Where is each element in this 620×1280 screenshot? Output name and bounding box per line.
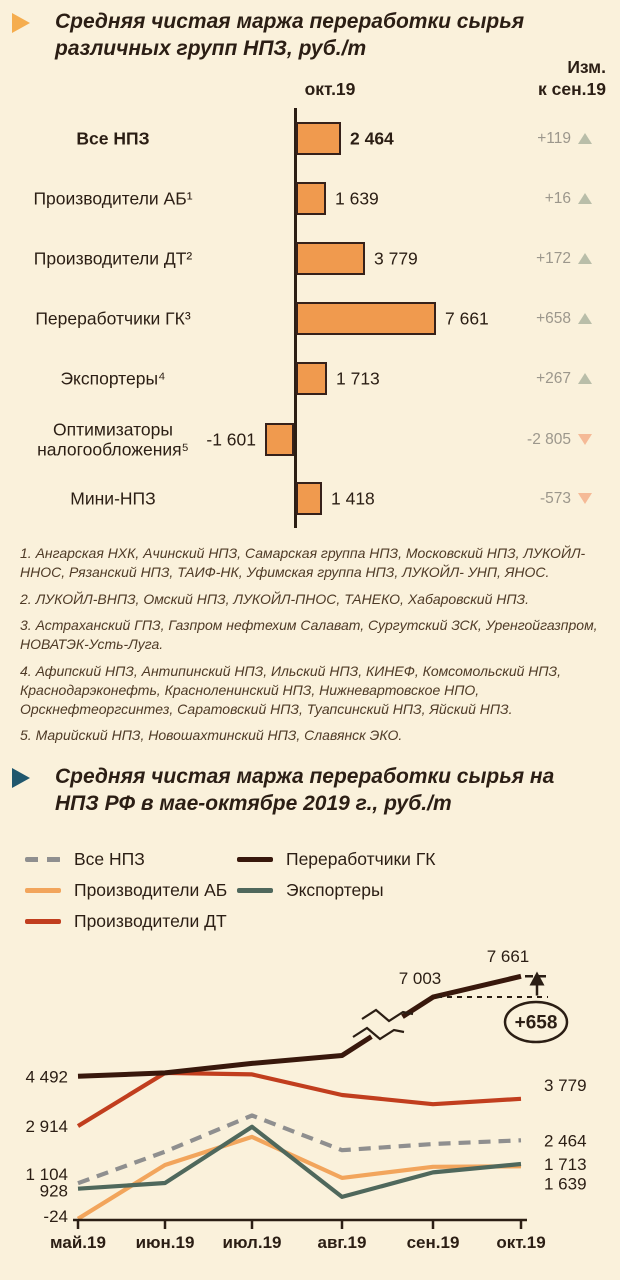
delta-arrow-head [530, 972, 545, 986]
bar-row [0, 362, 620, 395]
legend-item [25, 875, 237, 906]
bar-value: 1 418 [331, 488, 375, 508]
bar-row-label: Переработчики ГК³ [35, 308, 191, 329]
bar-row-label: Все НПЗ [76, 128, 150, 149]
bar-value: 1 713 [336, 368, 380, 388]
change-direction-icon [578, 434, 592, 445]
change-value: +119 [537, 129, 571, 147]
oct-point-label: 7 661 [486, 947, 530, 966]
bar [296, 302, 436, 335]
series-end-label: 1 639 [544, 1174, 587, 1194]
section-bullet-icon [12, 13, 30, 33]
change-header-line1: Изм. [567, 57, 606, 77]
bar-value: 2 464 [350, 128, 394, 148]
legend-label: Переработчики ГК [286, 849, 436, 869]
series-start-label: -24 [43, 1206, 68, 1226]
bar [296, 122, 341, 155]
bar-change [536, 250, 592, 268]
line-chart-legend [25, 844, 436, 937]
series-end-label: 1 713 [544, 1154, 587, 1174]
x-axis-label: сен.19 [406, 1233, 460, 1252]
footnote: 4. Афипский НПЗ, Антипинский НПЗ, Ильский НПЗ, КИНЕФ, Комсомольский НПЗ, Краснодарэконефть, Красноленинский НПЗ, Нижневартовское НПО, Орскнефтеоргсинтез, Саратовский НПЗ, Туапсинский НПЗ, Яйский НПЗ. [20, 662, 562, 717]
footnotes-block [20, 544, 604, 753]
series-line-2 [78, 1137, 521, 1219]
chart1-title: Средняя чистая маржа переработки сырья различных групп НПЗ, руб./т [55, 10, 525, 61]
footnote: 2. ЛУКОЙЛ-ВНПЗ, Омский НПЗ, ЛУКОЙЛ-ПНОС, ТАНЕКО, Хабаровский НПЗ. [20, 590, 530, 607]
bar-row [0, 482, 620, 515]
chart2-title: Средняя чистая маржа переработки сырья на НПЗ РФ в мае-октябре 2019 г., руб./т [55, 765, 555, 816]
bar-row [0, 242, 620, 275]
change-direction-icon [578, 253, 592, 264]
line-chart-svg [0, 935, 620, 1280]
bar-value: -1 601 [206, 429, 256, 449]
bar-row-label: Производители ДТ² [33, 248, 193, 269]
legend-swatch [237, 857, 273, 862]
change-value: +267 [536, 369, 571, 387]
change-direction-icon [578, 313, 592, 324]
series-start-label: 2 914 [25, 1117, 68, 1137]
legend-swatch [237, 888, 273, 893]
series-line-3 [78, 1073, 521, 1126]
change-direction-icon [578, 373, 592, 384]
bar-row-label: Экспортеры⁴ [60, 368, 166, 389]
bar-value: 3 779 [374, 248, 418, 268]
series-start-label: 1 104 [25, 1165, 68, 1185]
change-header-line2: к сен.19 [538, 79, 606, 100]
change-direction-icon [578, 493, 592, 504]
legend-item [25, 844, 237, 875]
change-value: -2 805 [527, 430, 571, 448]
bar-row-label: Производители АБ¹ [33, 188, 193, 209]
series-line-5 [78, 1127, 521, 1197]
bar-change [527, 431, 592, 449]
legend-item [25, 906, 237, 937]
bar-row [0, 418, 620, 460]
series-line-4 [78, 976, 521, 1076]
change-direction-icon [578, 133, 592, 144]
chart1-change-header [538, 56, 606, 101]
bar-value: 7 661 [445, 308, 489, 328]
legend-label: Производители АБ [74, 880, 228, 900]
series-end-label: 2 464 [544, 1131, 587, 1151]
sep-point-label: 7 003 [398, 969, 442, 988]
footnote: 1. Ангарская НХК, Ачинский НПЗ, Самарская группа НПЗ, Московский НПЗ, ЛУКОЙЛ-ННОС, Рязанский НПЗ, ТАИФ-НК, Уфимская группа НПЗ, ЛУКОЙЛ- УНП, ЯНОС. [20, 545, 586, 581]
bar-row [0, 182, 620, 215]
legend-label: Производители ДТ [74, 911, 227, 931]
legend-item [237, 875, 436, 906]
legend-label: Все НПЗ [74, 849, 145, 869]
legend-swatch-dashed [25, 857, 61, 862]
footnote: 5. Марийский НПЗ, Новошахтинский НПЗ, Славянск ЭКО. [20, 727, 403, 744]
bar [296, 482, 322, 515]
bar-value: 1 639 [335, 188, 379, 208]
bar-row-label: Мини-НПЗ [70, 488, 156, 509]
legend-swatch [25, 919, 61, 924]
bar-change [537, 130, 592, 148]
x-axis-label: май.19 [50, 1233, 106, 1252]
x-axis-label: июл.19 [222, 1233, 282, 1252]
x-axis-label: окт.19 [496, 1233, 546, 1252]
bar-change [540, 490, 592, 508]
footnote: 3. Астраханский ГПЗ, Газпром нефтехим Салават, Сургутский ЗСК, Уренгойгазпром, НОВАТЭК-Усть-Луга. [20, 617, 598, 653]
change-value: +16 [544, 189, 571, 207]
series-end-label: 3 779 [544, 1075, 587, 1095]
delta-label: +658 [514, 1012, 558, 1034]
legend-swatch [25, 888, 61, 893]
legend-item [237, 844, 436, 875]
bar-change [536, 310, 592, 328]
series-line-1 [78, 1116, 521, 1184]
bar-row [0, 122, 620, 155]
bar [265, 423, 294, 456]
x-axis-label: авг.19 [317, 1233, 367, 1252]
change-value: +658 [536, 309, 571, 327]
bar-row-label: Оптимизаторы налогообложения⁵ [37, 418, 189, 460]
section-bullet-icon [12, 768, 30, 788]
bar-change [536, 370, 592, 388]
bar-row [0, 302, 620, 335]
series-start-label: 928 [39, 1181, 68, 1201]
change-direction-icon [578, 193, 592, 204]
x-axis-label: июн.19 [135, 1233, 195, 1252]
bar [296, 182, 326, 215]
bar [296, 242, 365, 275]
change-value: -573 [539, 489, 571, 507]
chart1-period-header: окт.19 [304, 79, 356, 99]
legend-label: Экспортеры [286, 880, 384, 900]
change-value: +172 [536, 249, 571, 267]
series-start-label: 4 492 [25, 1067, 68, 1087]
bar-change [545, 190, 592, 208]
bar [296, 362, 327, 395]
